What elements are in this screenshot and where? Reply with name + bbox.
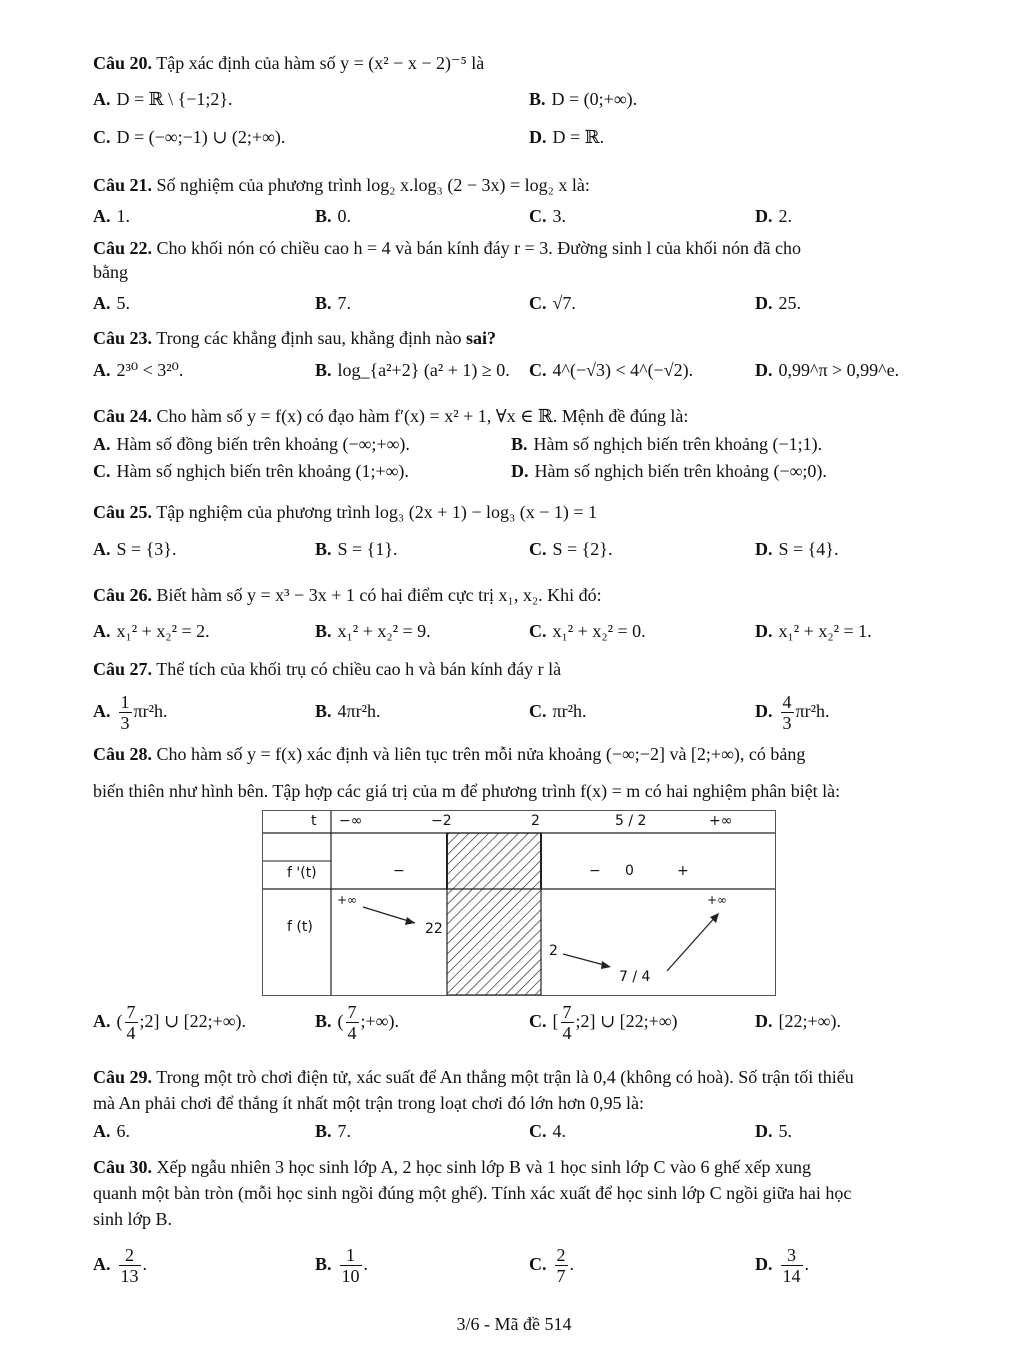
- f-value: +∞: [337, 893, 358, 907]
- question-22: [93, 237, 801, 259]
- option-b: B. ( $\frac{7}{4}$ ;+∞).: [315, 1002, 399, 1044]
- options-24: [93, 431, 943, 457]
- options-29: [93, 1118, 943, 1144]
- options-21: [93, 203, 943, 229]
- options-27: [93, 688, 943, 734]
- question-label: Câu 27.: [93, 659, 153, 679]
- question-text: Tập nghiệm của phương trình log₃ (2x + 1) − log₃ (x − 1) = 1: [156, 502, 598, 522]
- options-30: [93, 1240, 943, 1288]
- question-28-cont: biến thiên như hình bên. Tập hợp các giá trị của m để phương trình f(x) = m có hai nghiệm phân biệt là:: [93, 781, 841, 801]
- question-label: Câu 25.: [93, 502, 153, 522]
- question-29-cont: mà An phải chơi để thắng ít nhất một trận trong loạt chơi đó lớn hơn 0,95 là:: [93, 1093, 644, 1113]
- option-a: A. 2³⁰ < 3²⁰.: [93, 360, 184, 380]
- option-c: C. [ $\frac{7}{4}$ ;2] ∪ [22;+∞): [529, 1002, 678, 1044]
- question-label: Câu 30.: [93, 1157, 153, 1177]
- question-label: Câu 20.: [93, 53, 153, 73]
- question-text: Tập xác định của hàm số y = (x² − x − 2)⁻⁵ là: [156, 53, 485, 73]
- question-30: [93, 1156, 811, 1178]
- option-a: A. x₁² + x₂² = 2.: [93, 621, 210, 641]
- page-footer: 3/6 - Mã đề 514: [456, 1314, 572, 1334]
- options-28: [93, 998, 943, 1044]
- fprime-sign: −: [393, 863, 405, 879]
- t-value: +∞: [709, 813, 733, 829]
- question-text: Trong các khẳng định sau, khẳng định nào: [156, 328, 462, 348]
- option-a: A. 5.: [93, 293, 130, 313]
- question-emphasis: sai?: [466, 328, 497, 348]
- option-b: B. 0.: [315, 206, 352, 226]
- option-c: C. 4^(−√3) < 4^(−√2).: [529, 360, 694, 380]
- t-value: 2: [531, 813, 540, 829]
- question-label: Câu 26.: [93, 585, 153, 605]
- variation-table: [262, 810, 776, 996]
- question-label: Câu 22.: [93, 238, 153, 258]
- question-text: Xếp ngẫu nhiên 3 học sinh lớp A, 2 học sinh lớp B và 1 học sinh lớp C vào 6 ghế xếp xung: [156, 1157, 812, 1177]
- question-label: Câu 23.: [93, 328, 153, 348]
- question-23: [93, 327, 496, 349]
- option-c: C. 4.: [529, 1121, 566, 1141]
- option-c: C. S = {2}.: [529, 539, 613, 559]
- options-26: [93, 618, 943, 644]
- option-a: A. 6.: [93, 1121, 130, 1141]
- options-20: [93, 86, 943, 112]
- question-22-cont: bằng: [93, 262, 128, 282]
- question-text: Cho khối nón có chiều cao h = 4 và bán kính đáy r = 3. Đường sinh l của khối nón đã cho: [156, 238, 801, 258]
- option-a: A. $\frac{2}{13}$ .: [93, 1245, 147, 1287]
- option-b: B. log_{a²+2} (a² + 1) ≥ 0.: [315, 360, 510, 380]
- question-24: [93, 405, 688, 427]
- option-d: D. D = ℝ.: [529, 127, 605, 147]
- t-value: −∞: [339, 813, 363, 829]
- option-c: C. x₁² + x₂² = 0.: [529, 621, 646, 641]
- option-b: B. $\frac{1}{10}$ .: [315, 1245, 369, 1287]
- table-t-label: t: [311, 813, 317, 829]
- t-value: 5 / 2: [615, 813, 647, 829]
- question-text: Thể tích của khối trụ có chiều cao h và bán kính đáy r là: [156, 659, 562, 679]
- option-b: B. x₁² + x₂² = 9.: [315, 621, 431, 641]
- fprime-sign: −: [589, 863, 601, 879]
- f-value: 7 / 4: [619, 969, 651, 985]
- option-b: B. Hàm số nghịch biến trên khoảng (−1;1).: [511, 434, 823, 454]
- option-d: D. 0,99^π > 0,99^e.: [755, 360, 900, 380]
- option-d: D. $\frac{4}{3}$ πr²h.: [755, 692, 830, 734]
- option-c: C. Hàm số nghịch biến trên khoảng (1;+∞).: [93, 461, 409, 481]
- question-30-cont2: sinh lớp B.: [93, 1209, 173, 1229]
- option-d: D. $\frac{3}{14}$ .: [755, 1245, 809, 1287]
- option-c: C. 3.: [529, 206, 566, 226]
- fprime-sign: 0: [625, 863, 634, 879]
- option-c: C. πr²h.: [529, 701, 587, 721]
- option-a: A. ( $\frac{7}{4}$ ;2] ∪ [22;+∞).: [93, 1002, 247, 1044]
- option-c: C. $\frac{2}{7}$ .: [529, 1245, 574, 1287]
- option-b: B. 7.: [315, 1121, 352, 1141]
- question-text: Cho hàm số y = f(x) có đạo hàm f′(x) = x² + 1, ∀x ∈ ℝ. Mệnh đề đúng là:: [156, 406, 689, 426]
- option-b: B. 7.: [315, 293, 352, 313]
- f-value: 2: [549, 943, 558, 959]
- option-d: D. Hàm số nghịch biến trên khoảng (−∞;0).: [511, 461, 827, 481]
- question-28: [93, 743, 805, 765]
- option-b: B. S = {1}.: [315, 539, 398, 559]
- question-25: [93, 501, 597, 523]
- option-a: A. D = ℝ \ {−1;2}.: [93, 89, 233, 109]
- f-value: 22: [425, 921, 443, 937]
- question-26: [93, 584, 602, 606]
- options-20b: [93, 124, 943, 150]
- table-fprime-label: f '(t): [287, 865, 317, 881]
- option-d: D. x₁² + x₂² = 1.: [755, 621, 872, 641]
- option-b: B. D = (0;+∞).: [529, 89, 638, 109]
- fprime-sign: +: [677, 863, 689, 879]
- options-23: [93, 357, 943, 383]
- option-d: D. S = {4}.: [755, 539, 839, 559]
- question-label: Câu 28.: [93, 744, 153, 764]
- option-c: C. D = (−∞;−1) ∪ (2;+∞).: [93, 127, 286, 147]
- table-f-label: f (t): [287, 919, 313, 935]
- question-label: Câu 21.: [93, 175, 153, 195]
- question-27: [93, 658, 561, 680]
- option-b: B. 4πr²h.: [315, 701, 381, 721]
- question-text: Trong một trò chơi điện tử, xác suất để An thắng một trận là 0,4 (không có hoà). Số trận tối thiểu: [156, 1067, 854, 1087]
- question-label: Câu 24.: [93, 406, 153, 426]
- option-a: A. $\frac{1}{3}$ πr²h.: [93, 692, 168, 734]
- option-d: D. 25.: [755, 293, 801, 313]
- option-a: A. S = {3}.: [93, 539, 177, 559]
- option-d: D. 5.: [755, 1121, 792, 1141]
- options-24b: [93, 458, 943, 484]
- question-21: [93, 174, 590, 196]
- options-25: [93, 536, 943, 562]
- options-22: [93, 290, 943, 316]
- option-a: A. Hàm số đồng biến trên khoảng (−∞;+∞).: [93, 434, 410, 454]
- question-29: [93, 1066, 854, 1088]
- f-value: +∞: [707, 893, 728, 907]
- question-text: Biết hàm số y = x³ − 3x + 1 có hai điểm cực trị x₁, x₂. Khi đó:: [156, 585, 602, 605]
- option-c: C. √7.: [529, 293, 576, 313]
- t-value: −2: [431, 813, 452, 829]
- question-label: Câu 29.: [93, 1067, 153, 1087]
- question-text: Số nghiệm của phương trình log₂ x.log₃ (2 − 3x) = log₂ x là:: [156, 175, 590, 195]
- option-a: A. 1.: [93, 206, 130, 226]
- option-d: D. 2.: [755, 206, 792, 226]
- question-20: [93, 52, 484, 74]
- option-d: D. [22;+∞).: [755, 1011, 841, 1031]
- question-30-cont: quanh một bàn tròn (mỗi học sinh ngồi đúng một ghế). Tính xác xuất để học sinh lớp C ngồi giữa hai học: [93, 1183, 852, 1203]
- question-text: Cho hàm số y = f(x) xác định và liên tục trên mỗi nửa khoảng (−∞;−2] và [2;+∞), có bảng: [156, 744, 806, 764]
